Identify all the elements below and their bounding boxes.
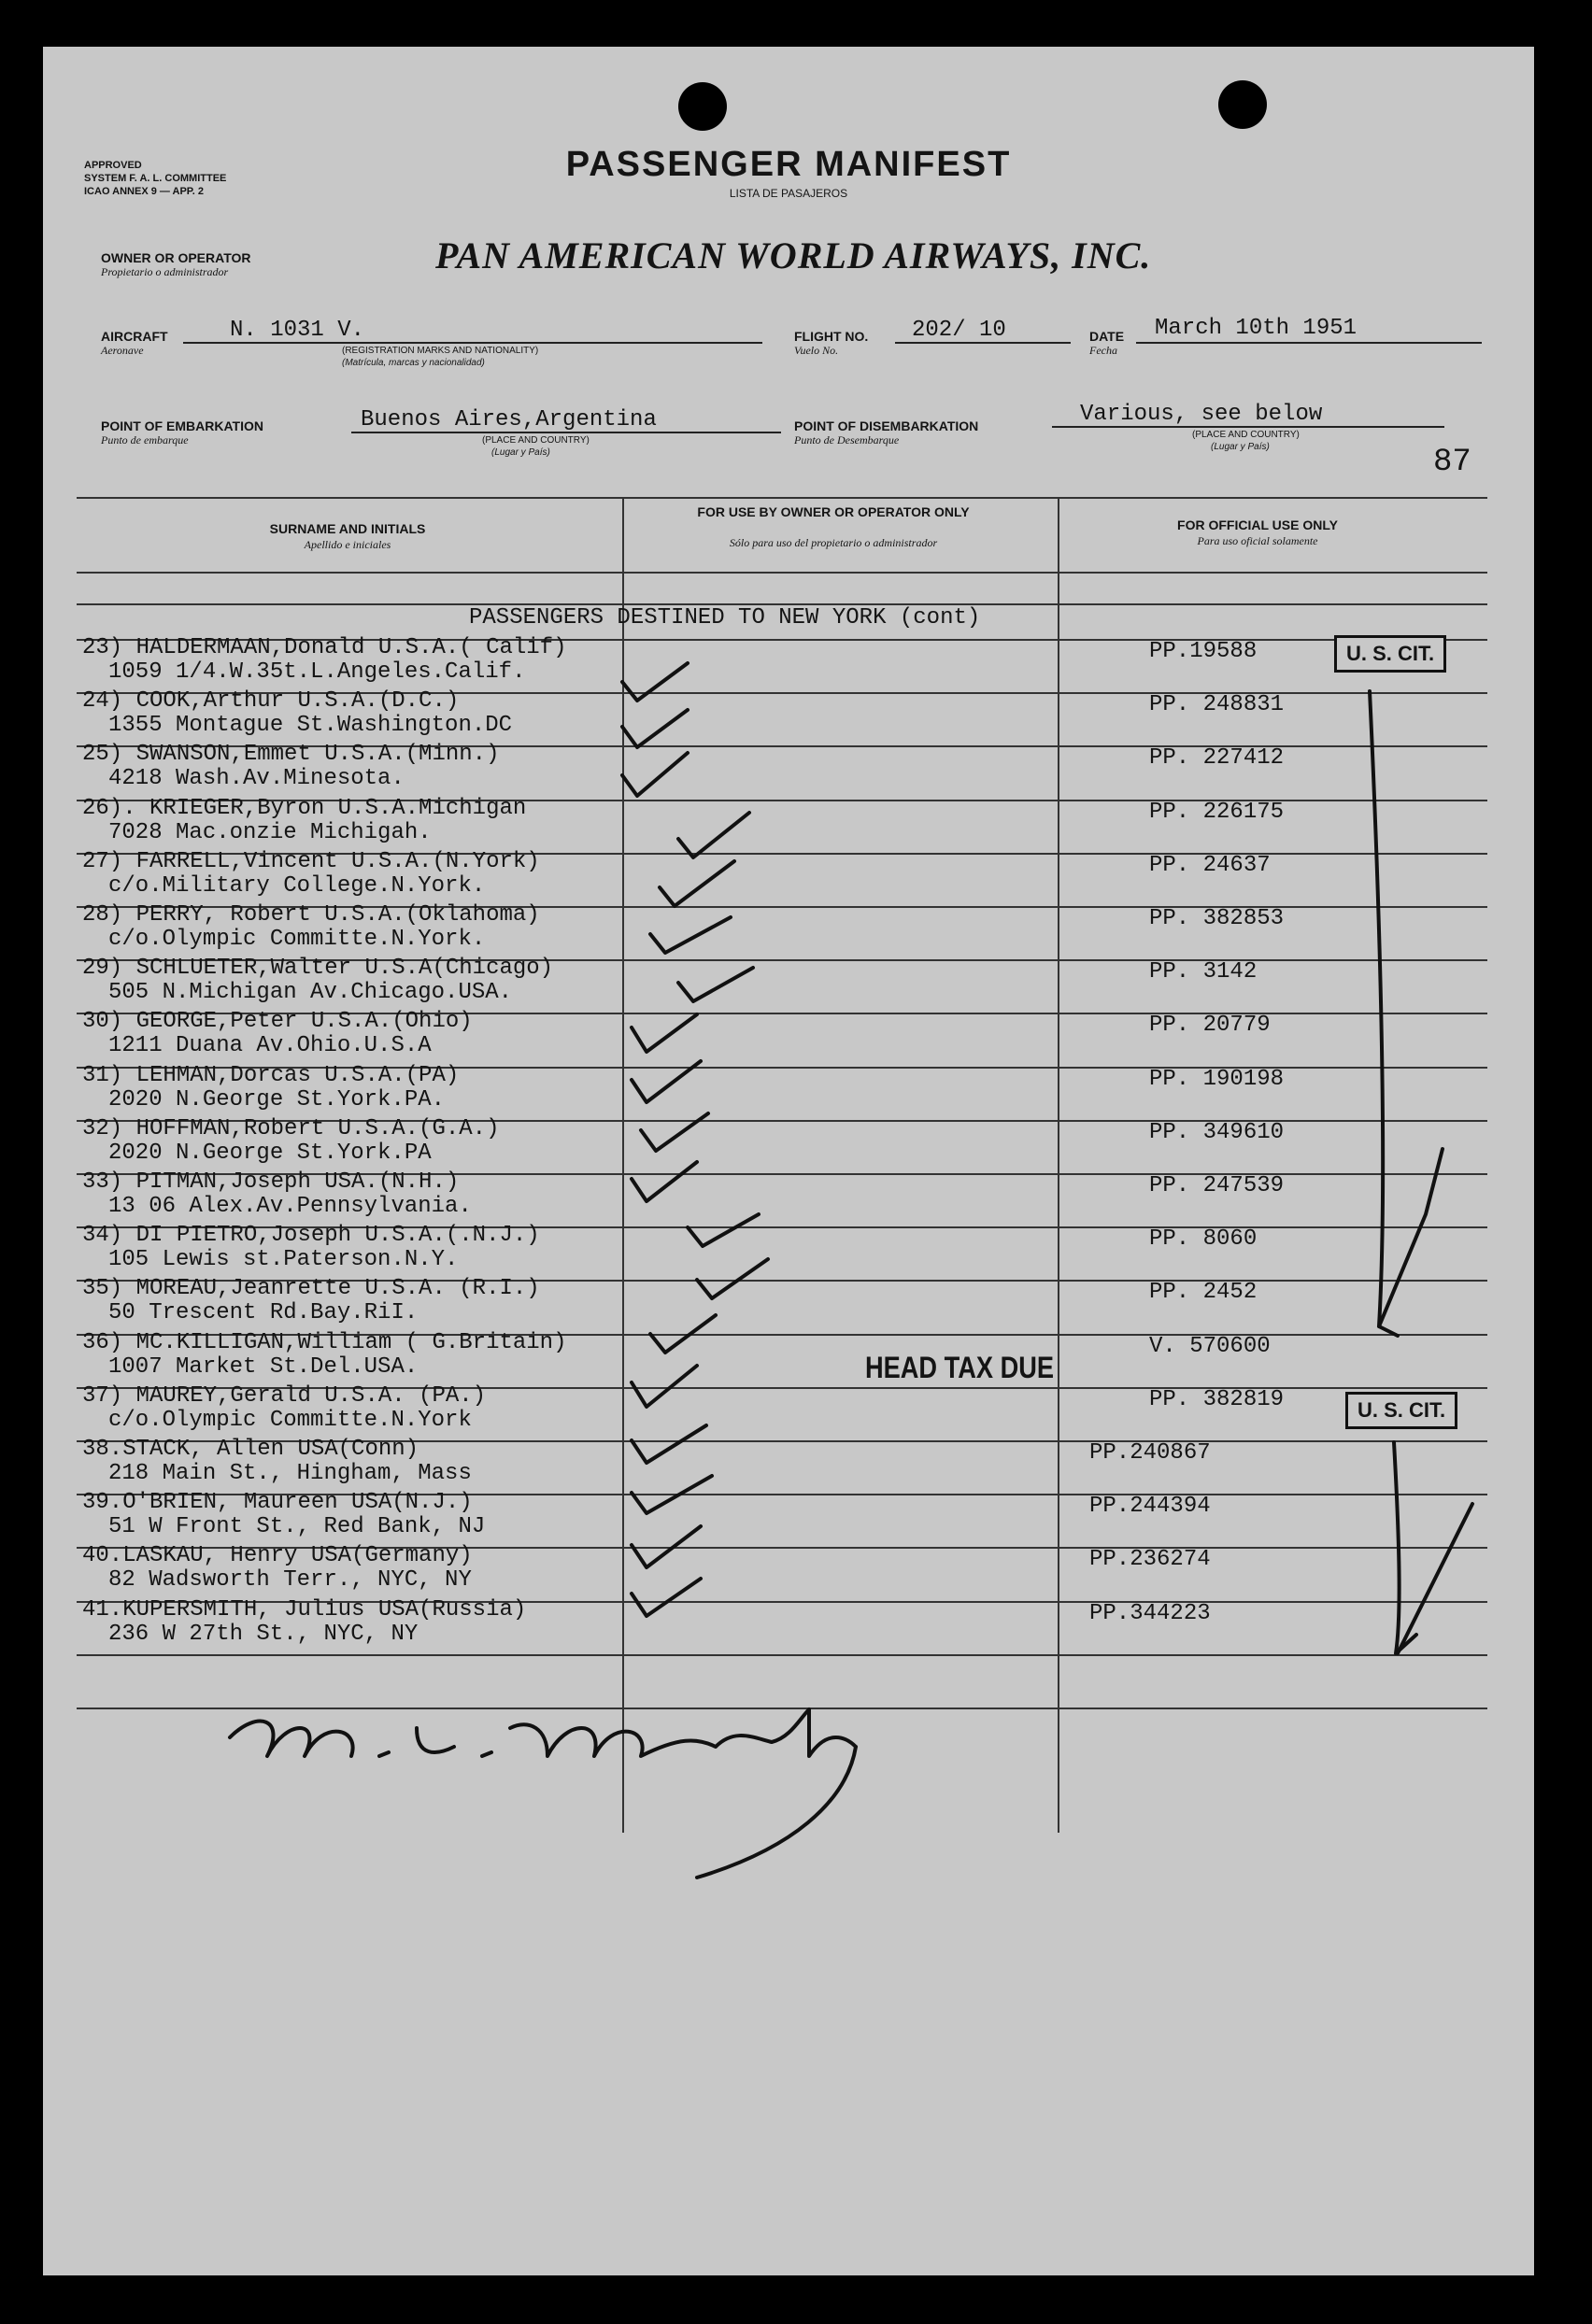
passport-number: PP.236274 (1089, 1547, 1211, 1573)
col-official-heading: FOR OFFICIAL USE ONLY (1177, 517, 1338, 532)
passenger-address: 505 N.Michigan Av.Chicago.USA. (108, 980, 513, 1006)
passenger-address: 1007 Market St.Del.USA. (108, 1353, 419, 1380)
check-mark (650, 1315, 716, 1353)
col-owner-heading: FOR USE BY OWNER OR OPERATOR ONLY (697, 504, 970, 519)
passenger-address: 2020 N.George St.York.PA. (108, 1086, 446, 1112)
check-mark (678, 968, 753, 1001)
aircraft-label-es: Aeronave (101, 344, 144, 357)
passenger-name: 37) MAUREY,Gerald U.S.A. (PA.) (82, 1382, 487, 1409)
passenger-address: 13 06 Alex.Av.Pennsylvania. (108, 1194, 472, 1219)
flight-value: 202/ 10 (912, 318, 1006, 343)
check-mark (688, 1214, 759, 1246)
check-mark (632, 1526, 701, 1567)
passenger-address: 50 Trescent Rd.Bay.RiI. (108, 1300, 419, 1326)
passenger-name: 23) HALDERMAAN,Donald U.S.A.( Calif) (82, 635, 567, 660)
check-mark (632, 1366, 697, 1407)
passport-number: PP. 226175 (1149, 799, 1285, 825)
passport-number: PP. 349610 (1149, 1119, 1285, 1145)
passport-number: PP.344223 (1089, 1600, 1211, 1626)
col-owner-heading-es: Sólo para uso del propietario o administrador (729, 536, 938, 549)
date-label-es: Fecha (1089, 344, 1117, 357)
passport-number: PP. 190198 (1149, 1066, 1285, 1092)
passport-number: PP. 382853 (1149, 906, 1285, 931)
check-mark (697, 1259, 768, 1298)
passenger-address: 51 W Front St., Red Bank, NJ (108, 1514, 486, 1540)
col-surname-heading-es: Apellido e iniciales (304, 538, 391, 551)
passport-number: PP. 8060 (1149, 1226, 1258, 1253)
embark-label-es: Punto de embarque (101, 433, 189, 446)
check-mark (641, 1113, 708, 1151)
passenger-name: 28) PERRY, Robert U.S.A.(Oklahoma) (82, 902, 540, 928)
document-subtitle: LISTA DE PASAJEROS (729, 187, 848, 200)
check-mark (632, 1579, 701, 1616)
registration-caption-es: (Matrícula, marcas y nacionalidad) (342, 358, 485, 368)
passenger-name: 29) SCHLUETER,Walter U.S.A(Chicago) (82, 956, 554, 982)
signature (230, 1709, 856, 1878)
passport-number: PP. 382819 (1149, 1386, 1285, 1412)
manifest-sheet (43, 47, 1534, 2275)
check-mark (678, 813, 749, 857)
passenger-address: 218 Main St., Hingham, Mass (108, 1461, 472, 1486)
approval-note: APPROVED SYSTEM F. A. L. COMMITTEE ICAO ANNEX 9 — APP. 2 (84, 160, 227, 197)
passenger-address: 236 W 27th St., NYC, NY (108, 1621, 419, 1647)
passenger-name: 30) GEORGE,Peter U.S.A.(Ohio) (82, 1009, 473, 1035)
disembark-label-es: Punto de Desembarque (794, 433, 900, 446)
page-number: 87 (1433, 445, 1471, 480)
disembark-place-caption: (PLACE AND COUNTRY) (1192, 430, 1300, 440)
passenger-name: 32) HOFFMAN,Robert U.S.A.(G.A.) (82, 1115, 500, 1141)
passenger-name: 27) FARRELL,Vincent U.S.A.(N.York) (82, 848, 540, 874)
passenger-address: 1355 Montague St.Washington.DC (108, 713, 513, 739)
passport-number: V. 570600 (1149, 1333, 1271, 1359)
disembark-place-caption-es: (Lugar y País) (1211, 442, 1270, 452)
passenger-address: 82 Wadsworth Terr., NYC, NY (108, 1567, 472, 1594)
passenger-name: 38.STACK, Allen USA(Conn) (82, 1437, 419, 1462)
date-value: March 10th 1951 (1155, 316, 1357, 341)
check-mark (622, 663, 688, 701)
aircraft-label: AIRCRAFT (101, 329, 168, 344)
operator-name: PAN AMERICAN WORLD AIRWAYS, INC. (435, 234, 1152, 276)
passenger-address: c/o.Military College.N.York. (108, 872, 486, 899)
owner-label-es: Propietario o administrador (101, 265, 229, 278)
head-tax-stamp: HEAD TAX DUE (865, 1351, 1054, 1384)
check-mark (622, 753, 688, 796)
passenger-address: 105 Lewis st.Paterson.N.Y. (108, 1247, 459, 1273)
passenger-address: c/o.Olympic Committe.N.York (108, 1407, 472, 1433)
section-heading: PASSENGERS DESTINED TO NEW YORK (cont) (469, 605, 981, 631)
document-title: PASSENGER MANIFEST (565, 145, 1012, 184)
passport-number: PP.19588 (1149, 639, 1258, 664)
us-citizen-stamp: U. S. CIT. (1334, 635, 1446, 673)
official-bracket-line (1370, 691, 1398, 1336)
owner-label: OWNER OR OPERATOR (101, 250, 251, 265)
passenger-name: 41.KUPERSMITH, Julius USA(Russia) (82, 1596, 527, 1623)
passenger-address: 1059 1/4.W.35t.L.Angeles.Calif. (108, 659, 526, 685)
passenger-address: 7028 Mac.onzie Michigah. (108, 819, 432, 845)
check-mark (632, 1162, 697, 1201)
passenger-name: 34) DI PIETRO,Joseph U.S.A.(.N.J.) (82, 1223, 540, 1249)
flight-label-es: Vuelo No. (794, 344, 839, 357)
flight-label: FLIGHT NO. (794, 329, 869, 344)
check-mark (632, 1476, 712, 1513)
passenger-address: c/o.Olympic Committe.N.York. (108, 927, 486, 952)
check-mark (650, 917, 731, 953)
passenger-name: 33) PITMAN,Joseph USA.(N.H.) (82, 1169, 460, 1195)
check-mark (622, 710, 688, 747)
passenger-address: 2020 N.George St.York.PA (108, 1140, 432, 1166)
passport-number: PP. 20779 (1149, 1013, 1271, 1039)
embark-value: Buenos Aires,Argentina (361, 407, 657, 432)
passenger-name: 36) MC.KILLIGAN,William ( G.Britain) (82, 1329, 567, 1355)
passenger-name: 35) MOREAU,Jeanrette U.S.A. (R.I.) (82, 1276, 540, 1302)
handwritten-marks (43, 47, 1534, 2275)
check-mark (660, 861, 734, 906)
check-mark (632, 1014, 697, 1052)
date-label: DATE (1089, 329, 1125, 344)
embark-label: POINT OF EMBARKATION (101, 418, 263, 433)
embark-place-caption-es: (Lugar y País) (491, 447, 550, 458)
disembark-value: Various, see below (1080, 402, 1323, 427)
check-mark (632, 1425, 706, 1463)
passport-number: PP. 24637 (1149, 852, 1271, 878)
us-citizen-stamp: U. S. CIT. (1345, 1392, 1457, 1429)
passenger-address: 4218 Wash.Av.Minesota. (108, 766, 405, 792)
passenger-name: 40.LASKAU, Henry USA(Germany) (82, 1543, 473, 1569)
passport-number: PP. 247539 (1149, 1173, 1285, 1198)
passport-number: PP. 248831 (1149, 692, 1285, 718)
passenger-name: 26). KRIEGER,Byron U.S.A.Michigan (82, 795, 527, 821)
col-official-heading-es: Para uso oficial solamente (1197, 534, 1318, 547)
passport-number: PP.244394 (1089, 1494, 1211, 1520)
embark-place-caption: (PLACE AND COUNTRY) (482, 435, 590, 446)
check-mark (632, 1061, 701, 1102)
passport-number: PP.240867 (1089, 1440, 1211, 1466)
registration-caption: (REGISTRATION MARKS AND NATIONALITY) (342, 346, 539, 356)
passenger-name: 39.O'BRIEN, Maureen USA(N.J.) (82, 1490, 473, 1516)
col-surname-heading: SURNAME AND INITIALS (269, 521, 426, 536)
passenger-name: 25) SWANSON,Emmet U.S.A.(Minn.) (82, 742, 500, 768)
official-check-mark (1379, 1149, 1443, 1326)
passport-number: PP. 3142 (1149, 959, 1258, 985)
passport-number: PP. 2452 (1149, 1280, 1258, 1306)
passenger-name: 31) LEHMAN,Dorcas U.S.A.(PA) (82, 1062, 460, 1088)
disembark-label: POINT OF DISEMBARKATION (794, 418, 979, 433)
aircraft-value: N. 1031 V. (230, 318, 365, 343)
passenger-address: 1211 Duana Av.Ohio.U.S.A (108, 1033, 432, 1059)
passenger-name: 24) COOK,Arthur U.S.A.(D.C.) (82, 688, 460, 715)
official-check-mark (1398, 1504, 1472, 1653)
passport-number: PP. 227412 (1149, 745, 1285, 772)
